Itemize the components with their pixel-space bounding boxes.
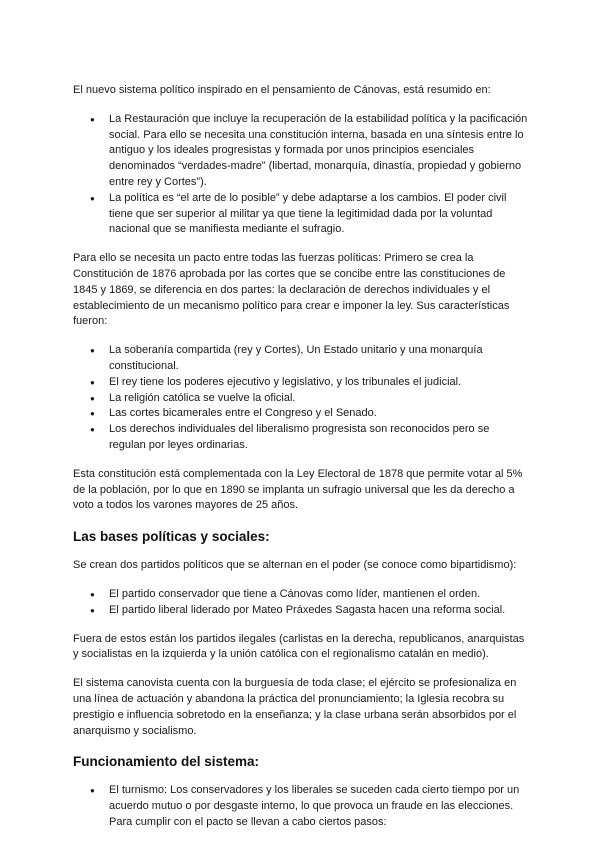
list-item: ● La religión católica se vuelve la oficial.	[73, 391, 528, 407]
list-item: ● La política es “el arte de lo posible” y debe adaptarse a los cambios. El poder civil tiene que ser superior al militar ya que tiene la legitimidad dada por la voluntad nacional que se manifiesta mediante el sufragio.	[73, 191, 528, 238]
list-item: ● Los derechos individuales del liberalismo progresista son reconocidos pero se regulan por leyes ordinarias.	[73, 422, 528, 454]
list-item: ● El partido conservador que tiene a Cánovas como líder, mantienen el orden.	[73, 587, 528, 603]
document-page	[73, 83, 528, 831]
bipartidismo-paragraph: Se crean dos partidos políticos que se alternan en el poder (se conoce como bipartidismo):	[73, 559, 517, 572]
section-heading-funcionamiento: Funcionamiento del sistema:	[73, 754, 260, 770]
principles-list	[73, 112, 528, 238]
list-item: ● La Restauración que incluye la recuperación de la estabilidad política y la pacificación social. Para ello se necesita una constitución interna, basada en una síntesis entre lo antiguo y los ideales progresistas y formada por unos principios esenciales denominados “verdades-madre” (libertad, monarquía, dinastía, propiedad y gobierno entre rey y Cortes”).	[73, 112, 528, 191]
list-item: ● El rey tiene los poderes ejecutivo y legislativo, y los tribunales el judicial.	[73, 375, 528, 391]
canovista-paragraph: El sistema canovista cuenta con la burguesía de toda clase; el ejército se profesionaliza en una línea de actuación y abandona la práctica del pronunciamiento; la Iglesia recobra su prestigio e influencia sobretodo en la enseñanza; y la clase urbana serán absorbidos por el anarquismo y socialismo.	[73, 677, 517, 737]
section-heading-bases: Las bases políticas y sociales:	[73, 529, 270, 545]
parties-list	[73, 587, 528, 619]
intro-paragraph: El nuevo sistema político inspirado en el pensamiento de Cánovas, está resumido en:	[73, 84, 491, 96]
list-item: ● El partido liberal liderado por Mateo Práxedes Sagasta hacen una reforma social.	[73, 603, 528, 619]
list-item: ● La soberanía compartida (rey y Cortes), Un Estado unitario y una monarquía constitucional.	[73, 343, 528, 375]
list-item: ● Las cortes bicamerales entre el Congreso y el Senado.	[73, 406, 528, 422]
constitution-paragraph: Para ello se necesita un pacto entre todas las fuerzas políticas: Primero se crea la Constitución de 1876 aprobada por las cortes que se concibe entre las constituciones de 1845 y 1869, se diferencia en dos partes: la declaración de derechos individuales y el establecimiento de un mecanismo político para crear e imponer la ley. Sus características fueron:	[73, 252, 510, 328]
functioning-list	[73, 783, 528, 830]
characteristics-list	[73, 343, 528, 454]
illegal-parties-paragraph: Fuera de estos están los partidos ilegales (carlistas en la derecha, republicanos, anarquistas y socialistas en la izquierda y la unión católica con el regionalismo catalán en medio).	[73, 632, 525, 661]
electoral-law-paragraph: Esta constitución está complementada con la Ley Electoral de 1878 que permite votar al 5% de la población, por lo que en 1890 se implanta un sufragio universal que les da derecho a voto a todos los varones mayores de 25 años.	[73, 467, 523, 512]
list-item: ● El turnismo: Los conservadores y los liberales se suceden cada cierto tiempo por un acuerdo mutuo o por desgaste interno, lo que provoca un fraude en las elecciones. Para cumplir con el pacto se llevan a cabo ciertos pasos:	[73, 783, 528, 830]
